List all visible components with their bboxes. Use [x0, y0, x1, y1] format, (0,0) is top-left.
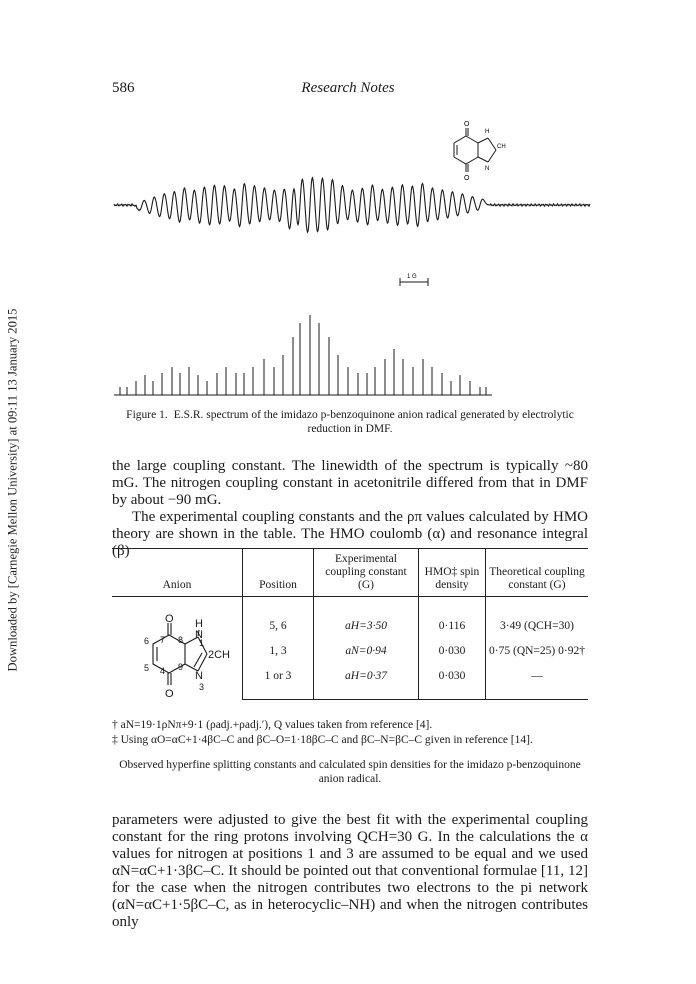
- inset-o-top: O: [464, 121, 470, 128]
- coupling-constants-table: [112, 548, 588, 700]
- header-position: Position: [243, 549, 314, 597]
- paragraph-1: the large coupling constant. The linewidth of the spectrum is typically ~80 mG. The nitrogen coupling constant in acetonitrile differed from that in DMF by about −90 mG.: [112, 458, 588, 508]
- body-text-upper: [112, 458, 588, 560]
- caption-label: Figure 1.: [126, 409, 168, 421]
- download-note: Downloaded by [Carnegie Mellon University] at 09:11 13 January 2015: [5, 308, 20, 672]
- mol-ch: 2CH: [208, 649, 231, 661]
- imidazo-benzoquinone-structure: [115, 613, 239, 699]
- inset-n: N: [485, 166, 490, 172]
- table-header-row: [112, 549, 588, 597]
- cell-experimental: aH=3·50: [314, 597, 419, 639]
- cell-experimental: aH=0·37: [314, 663, 419, 699]
- scale-label: 1 G: [407, 274, 417, 280]
- header-experimental: Experimental coupling constant (G): [314, 549, 419, 597]
- cell-hmo: 0·030: [419, 663, 486, 699]
- mol-pos-8: 8: [178, 635, 184, 645]
- esr-spectrum-trace: [114, 178, 590, 232]
- figure-caption: [112, 408, 588, 436]
- table-title: Observed hyperfine splitting constants and calculated spin densities for the imidazo p-benzoquinone anion radical.: [119, 759, 581, 785]
- inset-ch: CH: [497, 144, 506, 150]
- page-number: 586: [112, 80, 135, 96]
- paragraph-2: The experimental coupling constants and the ρπ values calculated by HMO theory are shown in the table. The HMO coulomb (α) and resonance integral (β): [112, 509, 588, 559]
- cell-theoretical: 3·49 (QCH=30): [486, 597, 589, 639]
- mol-pos-7: 7: [160, 635, 166, 645]
- anion-structure-cell: [112, 597, 243, 700]
- molecule-inset-structure: [454, 128, 496, 172]
- caption-text: E.S.R. spectrum of the imidazo p-benzoquinone anion radical generated by electrolytic reduction in DMF.: [173, 409, 574, 435]
- inset-o-bottom: O: [464, 175, 470, 182]
- cell-theoretical: 0·75 (QN=25) 0·92†: [486, 638, 589, 663]
- cell-hmo: 0·116: [419, 597, 486, 639]
- mol-pos-6: 6: [144, 636, 150, 646]
- running-title: Research Notes: [301, 80, 395, 96]
- mol-pos-9: 9: [178, 662, 184, 672]
- mol-o-bottom: O: [165, 688, 174, 699]
- mol-pos-5: 5: [144, 663, 150, 673]
- body-text-lower: [112, 812, 588, 931]
- cell-theoretical: —: [486, 663, 589, 699]
- header-theoretical: Theoretical coupling constant (G): [486, 549, 589, 597]
- mol-pos-4: 4: [160, 666, 166, 676]
- inset-h: H: [485, 129, 490, 135]
- cell-hmo: 0·030: [419, 638, 486, 663]
- cell-experimental: aN=0·94: [314, 638, 419, 663]
- mol-o-top: O: [165, 613, 174, 625]
- header-hmo: HMO‡ spin density: [419, 549, 486, 597]
- mol-n1: N: [195, 629, 203, 641]
- stick-diagram: [120, 315, 486, 395]
- table-footnotes: [112, 718, 588, 748]
- mol-pos-3: 3: [199, 682, 205, 692]
- footnote-dagger: † aN=19·1ρNπ+9·1 (ρadj.+ρadj.′), Q values taken from reference [4].: [112, 719, 433, 731]
- paragraph-3: parameters were adjusted to give the best fit with the experimental coupling constant for the ring protons involving QCH=30 G. In the calculations the α values for nitrogen at positions 1 and 3 are assumed to be equal and we used αN=αC+1·3βC–C. It should be pointed out that conventional formulae [11, 12] for the case when the nitrogen contributes two electrons to the pi network (αN=αC+1·5βC–C, as in heterocyclic–NH) and when the nitrogen contributes only: [112, 812, 588, 930]
- cell-position: 5, 6: [243, 597, 314, 639]
- download-watermark: [2, 300, 24, 680]
- table-row: [112, 597, 588, 639]
- cell-position: 1, 3: [243, 638, 314, 663]
- esr-spectrum-figure: [100, 100, 600, 405]
- footnote-double-dagger: ‡ Using αO=αC+1·4βC–C and βC–O=1·18βC–C and βC–N=βC–C given in reference [14].: [112, 734, 533, 746]
- header-anion: Anion: [112, 549, 243, 597]
- mol-n3: N: [195, 670, 203, 682]
- mol-h: H: [195, 618, 203, 630]
- mol-pos-1: 1: [199, 638, 205, 648]
- cell-position: 1 or 3: [243, 663, 314, 699]
